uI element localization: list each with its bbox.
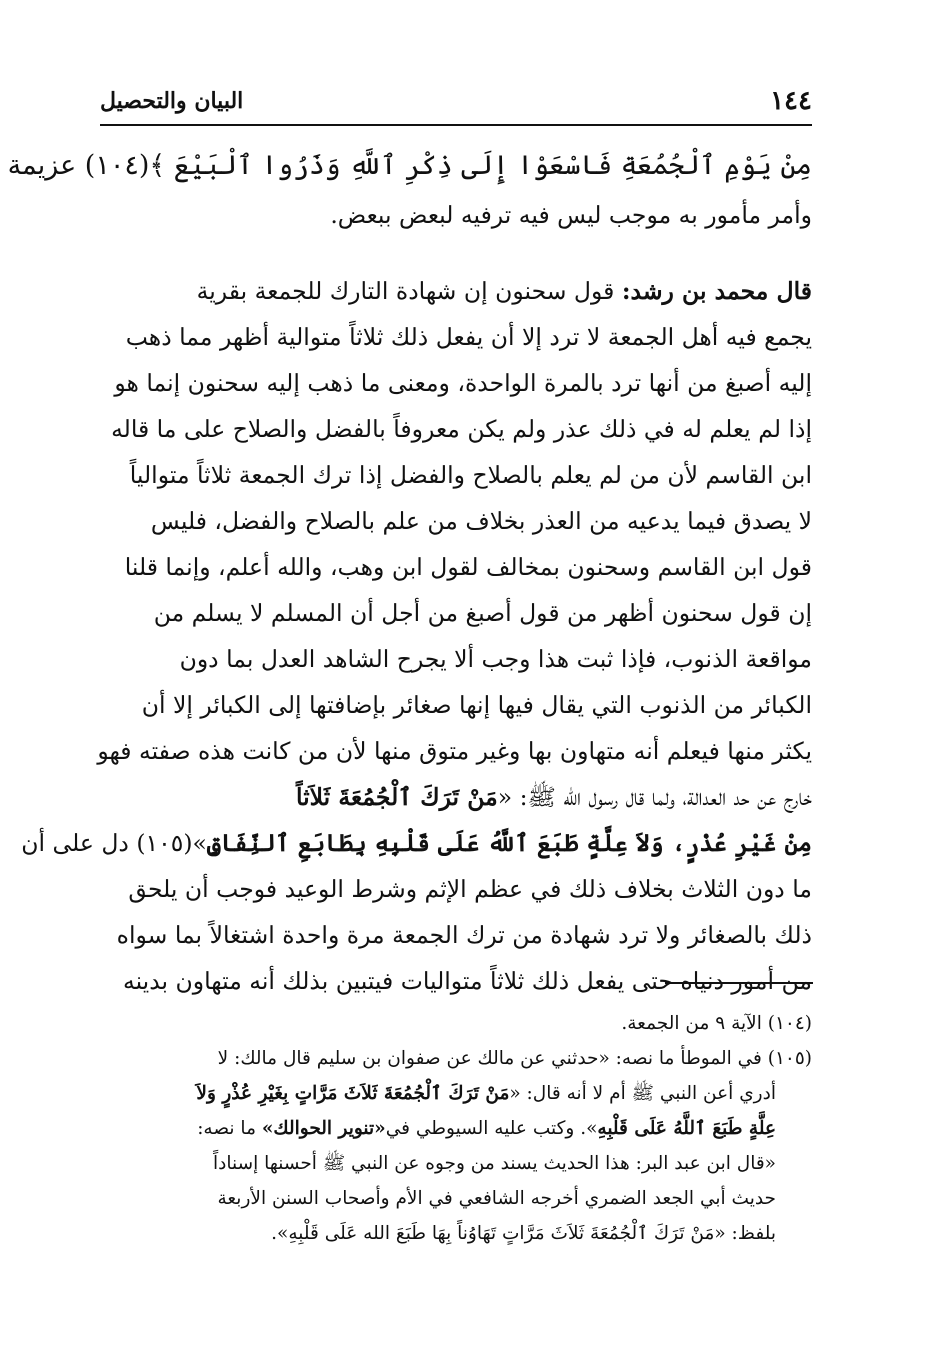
page-header (100, 86, 812, 120)
text-line: ذلك بالصغائر ولا ترد شهادة من ترك الجمعة مرة واحدة اشتغالاً بما سواه (116, 921, 812, 949)
main-text (7, 140, 812, 1004)
footnotes (100, 1006, 812, 1251)
text-line: إذا لم يعلم له في ذلك عذر ولم يكن معروفاً بالفضل والصلاح على ما قاله (111, 415, 812, 443)
header-rule (100, 124, 812, 126)
footnote-105-line: حديث أبي الجعد الضمري أخرجه الشافعي في الأم وأصحاب السنن الأربعة (217, 1188, 776, 1209)
text-line: يكثر منها فيعلم أنه متهاون بها وغير متوق منها لأن من كانت هذه صفته فهو (97, 737, 812, 765)
text-line: من أمور دنياه حتى يفعل ذلك ثلاثاً متواليات فيتبين بذلك أنه متهاون بدينه (122, 967, 812, 995)
text-span: خارج عن حد العدالة، ولما قال رسول الله ﷺ: « (497, 783, 812, 811)
text-line: إليه أصبغ من أنها ترد بالمرة الواحدة، ومعنى ما ذهب إليه سحنون إنما هو (114, 369, 812, 397)
text-line: قول ابن القاسم وسحنون بمخالف لقول ابن وهب، والله أعلم، وإنما قلنا (124, 553, 812, 581)
hadith-text: مِنْ غَيْرِ عُذْرٍ، وَلاَ عِلَّةٍ طَبَعَ ٱللَّهُ عَلَى قَلْبِهِ بِطَابَعِ ٱلنِّفَاقِ (206, 829, 812, 857)
text-line: ما دون الثلاث بخلاف ذلك في عظم الإثم وشرط الوعيد فوجب أن يلحق (128, 875, 812, 903)
text-span: أدري أعن النبي ﷺ أم لا أنه قال: « (509, 1083, 776, 1104)
book-title: «تنوير الحوالك» (261, 1118, 386, 1139)
text-line (21, 820, 812, 866)
text-line: الكبائر من الذنوب التي يقال فيها إنها صغائر بإضافتها إلى الكبائر إلا أن (141, 691, 812, 719)
text-line: يجمع فيه أهل الجمعة لا ترد إلا أن يفعل ذلك ثلاثاً متوالية أظهر مما ذهب (125, 323, 812, 351)
running-title: البيان والتحصيل (100, 88, 244, 114)
text-span: ما نصه: (197, 1118, 262, 1139)
footnote-rule (665, 982, 813, 984)
paragraph-gap (100, 238, 812, 268)
page-number: ١٤٤ (770, 86, 812, 116)
text-line: مواقعة الذنوب، فإذا ثبت هذا وجب ألا يجرح الشاهد العدل بما دون (179, 645, 812, 673)
speaker-name: قال محمد بن رشد: (621, 277, 812, 305)
text-span: ». وكتب عليه السيوطي في (385, 1118, 598, 1139)
footnote-105-line (100, 1076, 812, 1111)
footnote-104: (١٠٤) الآية ٩ من الجمعة. (621, 1013, 812, 1034)
text-line (100, 774, 812, 820)
hadith-text: عِلَّةٍ طَبَعَ ٱللَّهُ عَلَى قَلْبِهِ (597, 1118, 776, 1139)
footnote-105-line: (١٠٥) في الموطأ ما نصه: «حدثني عن مالك عن صفوان بن سليم قال مالك: لا (217, 1048, 812, 1069)
text-line: وأمر مأمور به موجب ليس فيه ترفيه لبعض ببعض. (330, 201, 812, 229)
hadith-text: مَنْ تَرَكَ ٱلْجُمُعَةَ ثَلاَثاً (295, 783, 498, 811)
text-line (100, 268, 812, 314)
footnote-105-line (100, 1111, 812, 1146)
text-span: قول سحنون إن شهادة التارك للجمعة بقرية (196, 277, 622, 305)
quran-verse-line: مِنْ يَوْمِ ٱلْجُمُعَةِ فَاسْعَوْا إِلَى ذِكْرِ ٱللَّهِ وَذَرُوا ٱلْبَيْعَ ﴾(١٠٤) عزيمة (7, 150, 812, 181)
footnote-105-line: «قال ابن عبد البر: هذا الحديث يسند من وجوه عن النبي ﷺ أحسنها إسناداً (213, 1153, 776, 1174)
text-span: »(١٠٥) دل على أن (21, 829, 207, 857)
hadith-text: مَنْ تَرَكَ ٱلْجُمُعَةَ ثَلاَثَ مَرَّاتٍ بِغَيْرِ عُذْرٍ وَلاَ (196, 1083, 510, 1104)
text-line: إن قول سحنون أظهر من قول أصبغ من أجل أن المسلم لا يسلم من (153, 599, 812, 627)
footnote-105-line: بلفظ: «مَنْ تَرَكَ ٱلْجُمُعَةَ ثَلاَثَ مَرَّاتٍ تَهَاوُناً بِهَا طَبَعَ الله عَلَى قَلْبِهِ». (271, 1223, 776, 1244)
text-line: ابن القاسم لأن من لم يعلم بالصلاح والفضل إذا ترك الجمعة ثلاثاً متوالياً (129, 461, 812, 489)
text-line: لا يصدق فيما يدعيه من العذر بخلاف من علم بالصلاح والفضل، فليس (150, 507, 812, 535)
